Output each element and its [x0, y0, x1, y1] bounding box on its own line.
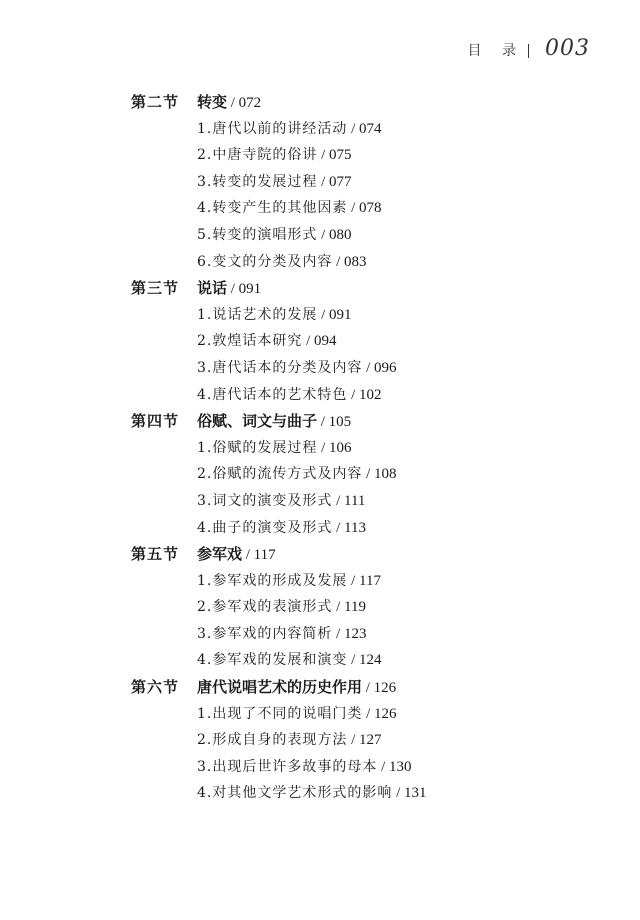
toc-item-row: [131, 515, 591, 542]
item-title: 1.说话艺术的发展: [197, 306, 318, 323]
item-title: 3.转变的发展过程: [197, 173, 318, 190]
section-title: 俗赋、词文与曲子: [197, 412, 318, 431]
toc-item-row: [131, 169, 591, 196]
item-page-ref: / 131: [392, 785, 427, 802]
item-page-ref: / 117: [347, 572, 381, 589]
item-title: 3.唐代话本的分类及内容: [197, 359, 363, 376]
running-header: [468, 32, 590, 62]
item-title: 4.对其他文学艺术形式的影响: [197, 785, 393, 802]
toc-item-row: [131, 249, 591, 276]
item-page-ref: / 091: [317, 306, 352, 323]
item-page-ref: / 080: [317, 226, 352, 243]
toc-section-row: [131, 408, 591, 435]
toc-item-row: [131, 621, 591, 648]
item-page-ref: / 094: [302, 333, 337, 350]
item-page-ref: / 124: [347, 652, 382, 669]
item-title: 4.唐代话本的艺术特色: [197, 386, 348, 403]
toc-item-row: [131, 435, 591, 462]
item-title: 1.俗赋的发展过程: [197, 439, 318, 456]
item-title: 2.参军戏的表演形式: [197, 599, 333, 616]
item-title: 2.形成自身的表现方法: [197, 732, 348, 749]
item-title: 1.唐代以前的讲经活动: [197, 120, 348, 137]
section-title: 参军戏: [197, 545, 243, 564]
toc-item-row: [131, 594, 591, 621]
toc-item-row: [131, 754, 591, 781]
toc-item-row: [131, 382, 591, 409]
toc-item-row: [131, 701, 591, 728]
toc-item-row: [131, 142, 591, 169]
section-page-ref: / 126: [362, 680, 397, 697]
item-title: 6.变文的分类及内容: [197, 253, 333, 270]
item-title: 1.参军戏的形成及发展: [197, 572, 348, 589]
item-page-ref: / 111: [332, 492, 366, 509]
toc-item-row: [131, 302, 591, 329]
toc-item-row: [131, 222, 591, 249]
item-page-ref: / 096: [362, 359, 397, 376]
item-title: 4.参军戏的发展和演变: [197, 652, 348, 669]
item-page-ref: / 108: [362, 466, 397, 483]
item-title: 2.俗赋的流传方式及内容: [197, 466, 363, 483]
toc-section-row: [131, 275, 591, 302]
item-page-ref: / 078: [347, 200, 382, 217]
section-number: 第六节: [131, 678, 180, 697]
toc-item-row: [131, 647, 591, 674]
item-title: 2.敦煌话本研究: [197, 333, 303, 350]
toc-section-row: [131, 541, 591, 568]
toc-item-row: [131, 355, 591, 382]
toc-item-row: [131, 568, 591, 595]
toc-item-row: [131, 116, 591, 143]
header-title: 目 录: [467, 43, 524, 59]
item-title: 4.曲子的演变及形式: [197, 519, 333, 536]
item-page-ref: / 113: [332, 519, 366, 536]
section-title: 转变: [197, 93, 228, 111]
toc-item-row: [131, 195, 591, 222]
item-title: 4.转变产生的其他因素: [197, 200, 348, 217]
item-title: 1.出现了不同的说唱门类: [197, 705, 363, 722]
toc-item-row: [131, 488, 591, 515]
section-title: 唐代说唱艺术的历史作用: [197, 678, 363, 697]
section-number: 第二节: [131, 93, 180, 111]
item-page-ref: / 126: [362, 705, 397, 722]
section-title: 说话: [197, 279, 228, 298]
item-page-ref: / 119: [332, 599, 366, 616]
toc-item-row: [131, 461, 591, 488]
section-page-ref: / 105: [317, 414, 352, 431]
item-page-ref: / 077: [317, 173, 352, 190]
item-page-ref: / 083: [332, 253, 367, 270]
item-page-ref: / 075: [317, 147, 352, 164]
section-number: 第四节: [131, 412, 180, 431]
section-page-ref: / 117: [242, 547, 276, 564]
section-number: 第五节: [131, 545, 180, 564]
item-page-ref: / 074: [347, 120, 382, 137]
item-page-ref: / 106: [317, 439, 352, 456]
section-page-ref: / 091: [227, 281, 262, 298]
item-title: 3.出现后世许多故事的母本: [197, 758, 378, 775]
item-title: 5.转变的演唱形式: [197, 226, 318, 243]
item-page-ref: / 102: [347, 386, 382, 403]
toc-item-row: [131, 727, 591, 754]
section-number: 第三节: [131, 279, 180, 298]
item-page-ref: / 130: [377, 758, 412, 775]
item-page-ref: / 127: [347, 732, 382, 749]
table-of-contents: [131, 89, 591, 807]
item-page-ref: / 123: [332, 625, 367, 642]
item-title: 3.词文的演变及形式: [197, 492, 333, 509]
toc-item-row: [131, 780, 591, 807]
toc-item-row: [131, 328, 591, 355]
header-divider: [528, 44, 529, 58]
toc-section-row: [131, 674, 591, 701]
section-page-ref: / 072: [227, 95, 262, 111]
toc-section-row: [131, 89, 591, 116]
item-title: 3.参军戏的内容简析: [197, 625, 333, 642]
page-number: 003: [545, 36, 590, 61]
item-title: 2.中唐寺院的俗讲: [197, 147, 318, 164]
